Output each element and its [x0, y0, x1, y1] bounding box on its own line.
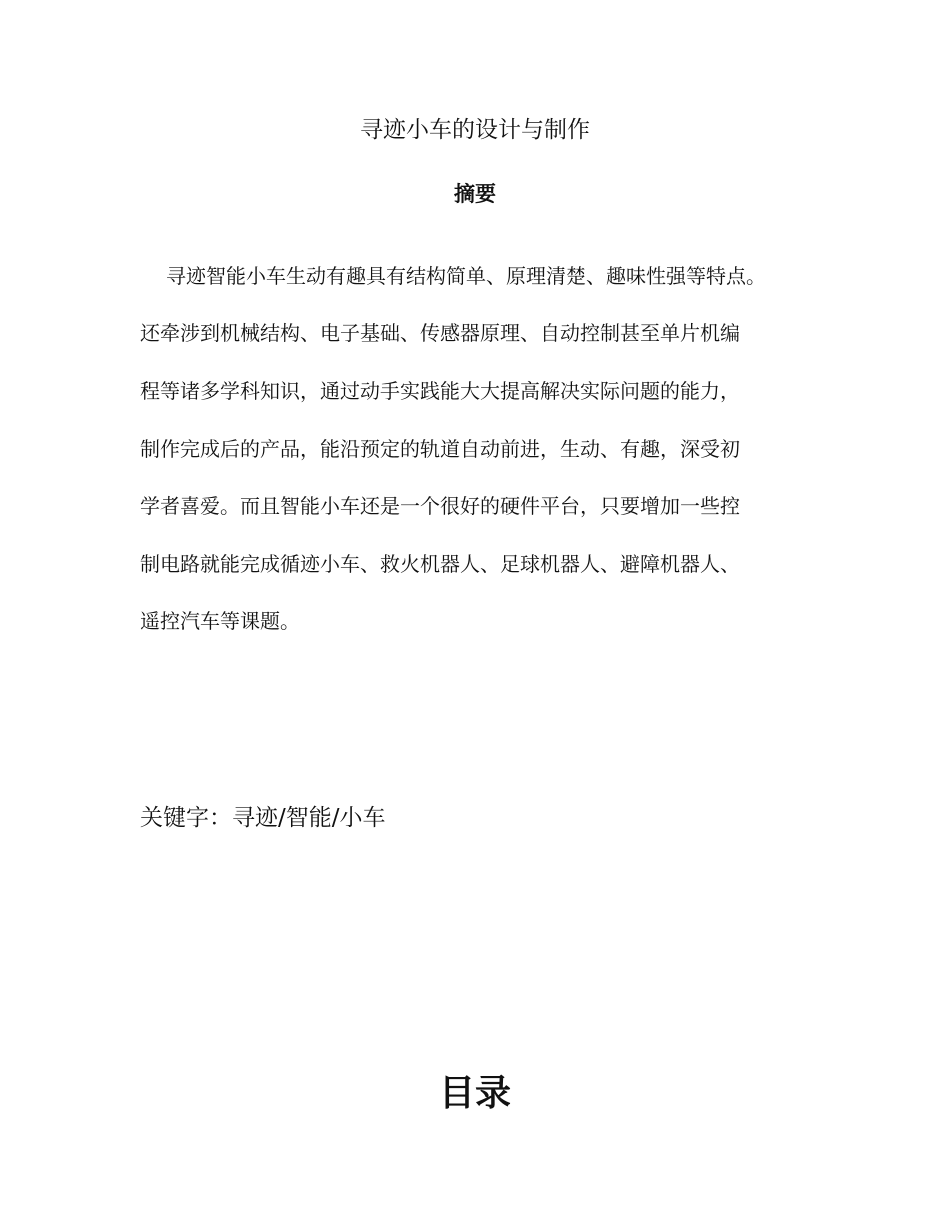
abstract-line: 寻迹智能小车生动有趣具有结构简单、原理清楚、趣味性强等特点。 [166, 264, 766, 288]
abstract-line: 还牵涉到机械结构、电子基础、传感器原理、自动控制甚至单片机编 [140, 321, 740, 345]
abstract-heading: 摘要 [454, 182, 496, 206]
toc-heading: 目录 [438, 1073, 511, 1114]
document-title: 寻迹小车的设计与制作 [360, 117, 590, 143]
abstract-line: 程等诸多学科知识，通过动手实践能大大提高解决实际问题的能力， [140, 379, 740, 403]
abstract-line: 制作完成后的产品，能沿预定的轨道自动前进，生动、有趣，深受初 [140, 437, 740, 461]
abstract-line: 制电路就能完成循迹小车、救火机器人、足球机器人、避障机器人、 [140, 552, 740, 576]
abstract-line: 学者喜爱。而且智能小车还是一个很好的硬件平台，只要增加一些控 [140, 494, 740, 518]
keywords-line: 关键字：寻迹/智能/小车 [140, 805, 386, 831]
abstract-line: 遥控汽车等课题。 [140, 609, 300, 633]
